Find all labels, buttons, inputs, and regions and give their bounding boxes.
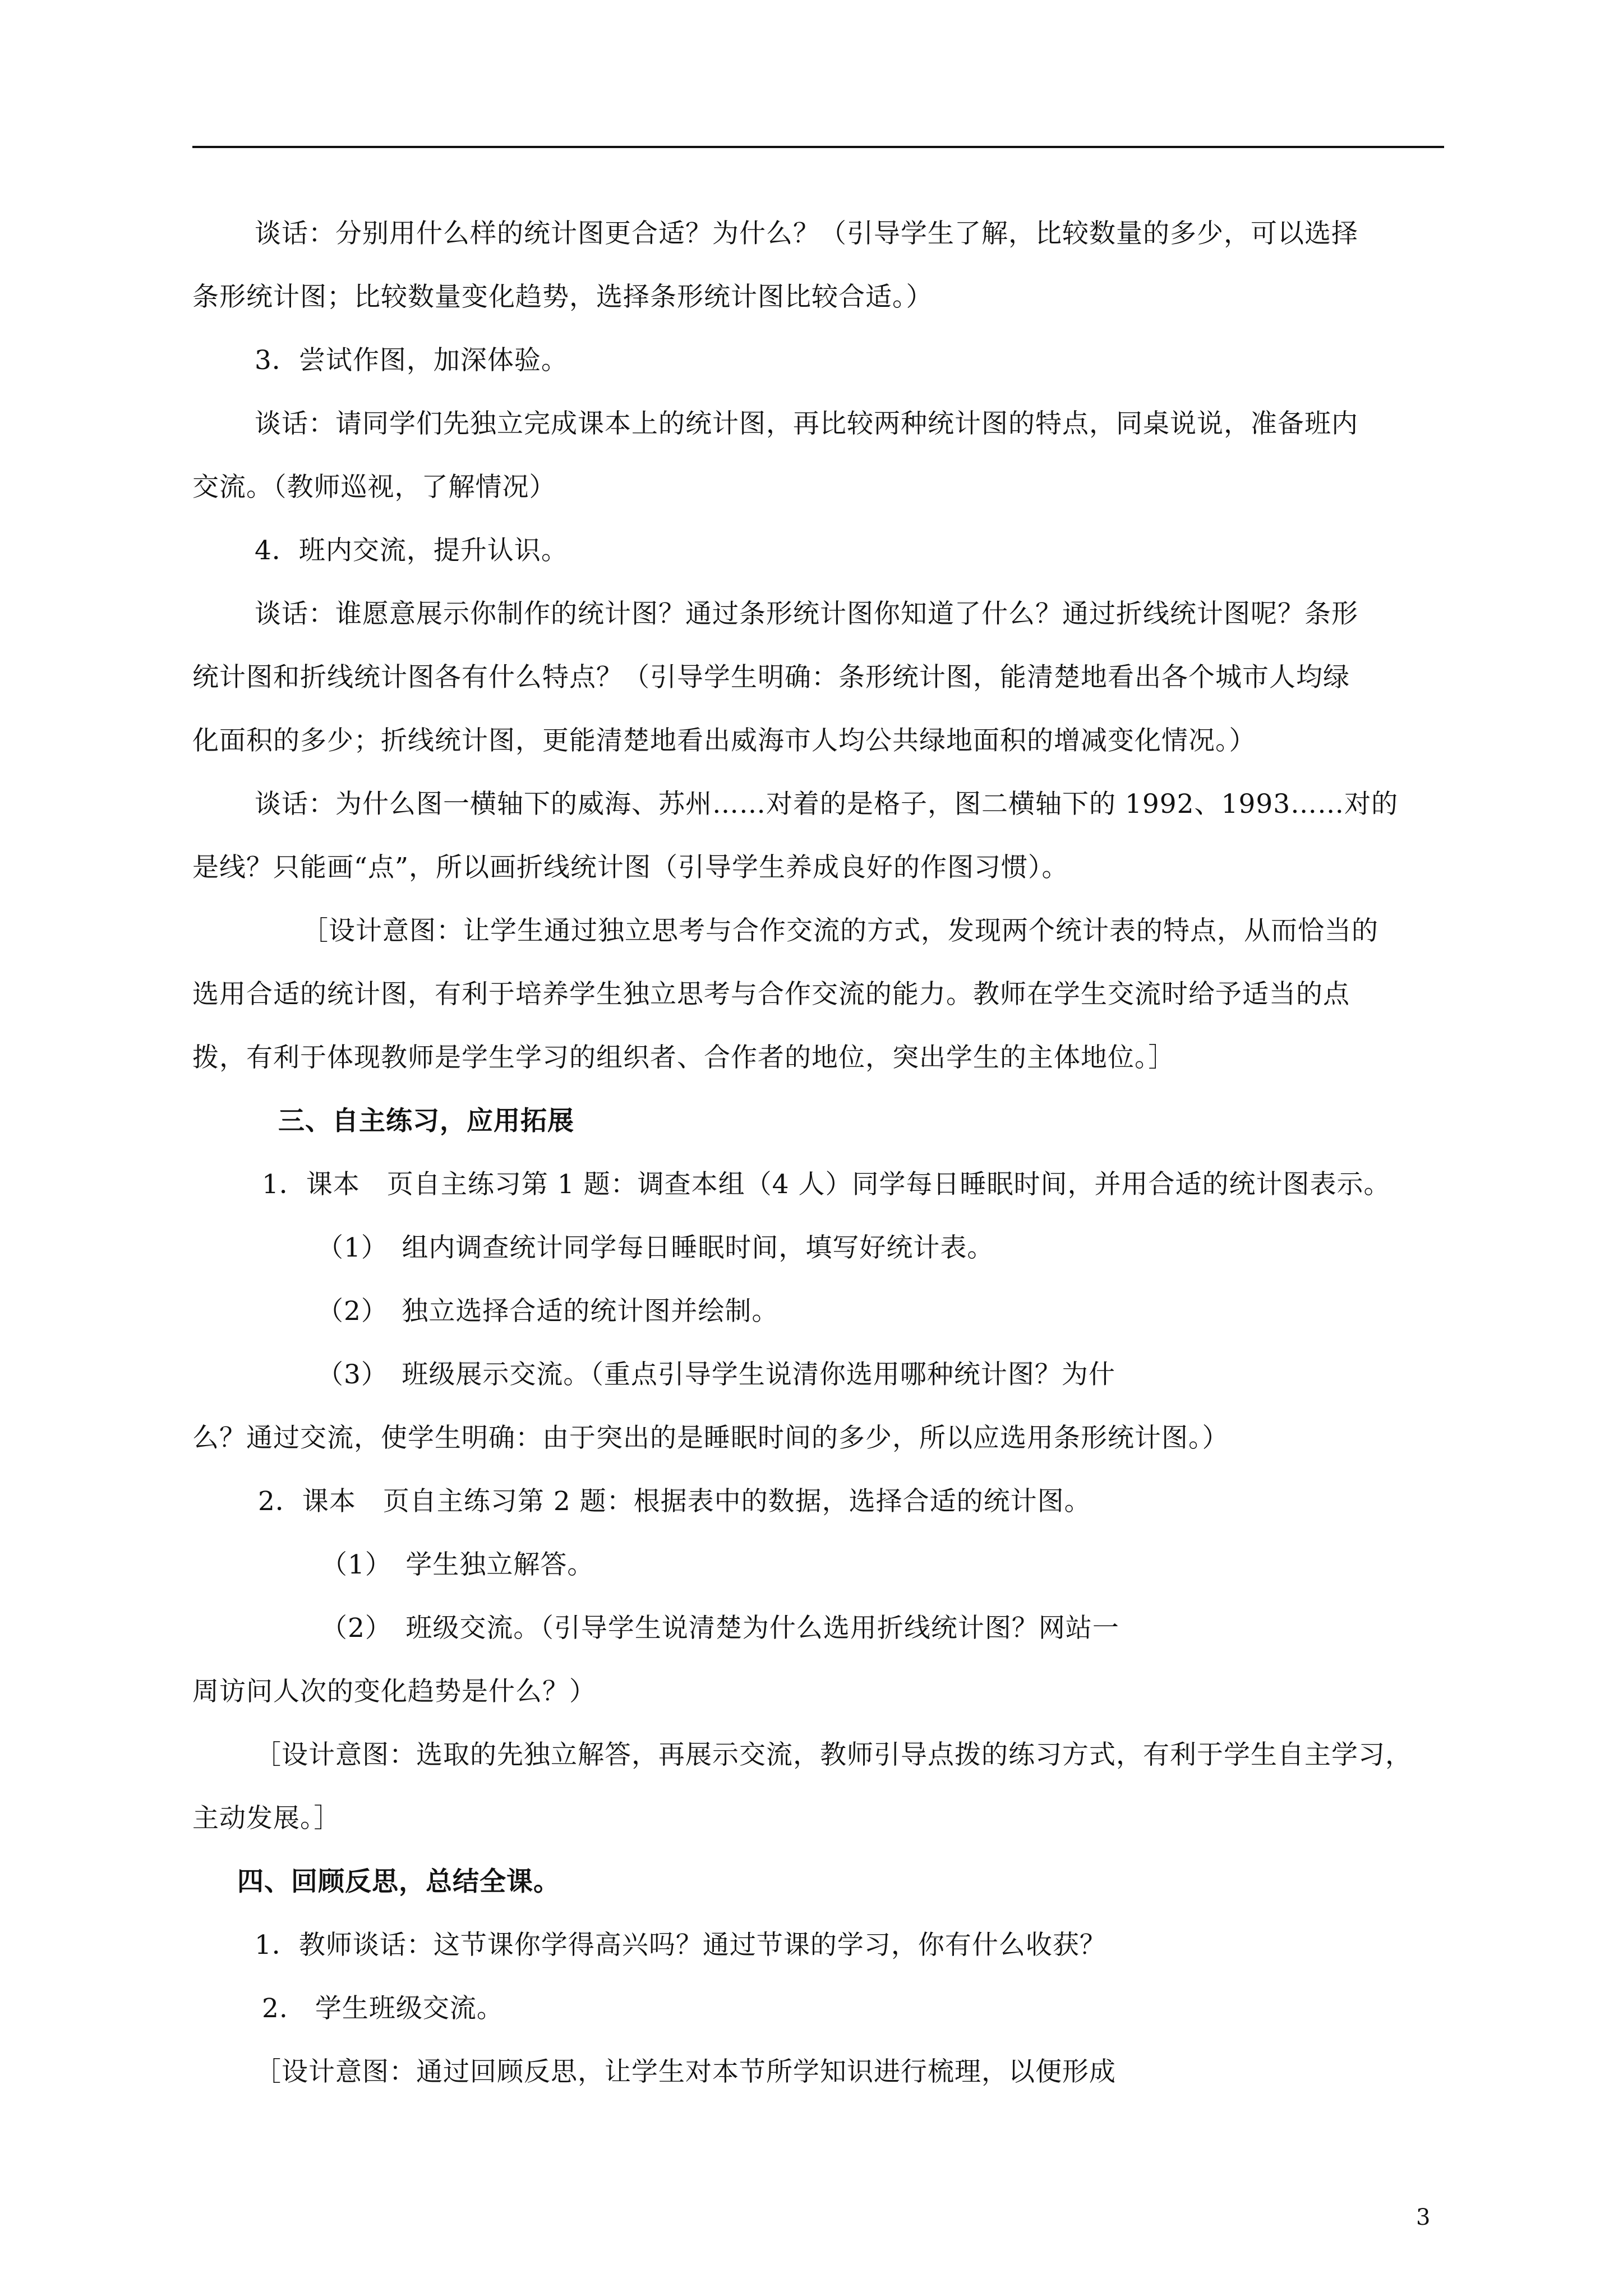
page-number: 3 bbox=[1416, 2205, 1431, 2230]
text-line: 1．课本 页自主练习第 1 题：调查本组（4 人）同学每日睡眠时间，并用合适的统计图表示。 bbox=[262, 1169, 1391, 1200]
text-line: 4．班内交流，提升认识。 bbox=[255, 535, 568, 566]
text-line: （1） 学生独立解答。 bbox=[321, 1549, 594, 1580]
text-line: （1） 组内调查统计同学每日睡眠时间，填写好统计表。 bbox=[317, 1232, 994, 1263]
text-line: 3．尝试作图，加深体验。 bbox=[255, 345, 568, 376]
text-line: 谈话：请同学们先独立完成课本上的统计图，再比较两种统计图的特点，同桌说说，准备班内 bbox=[255, 408, 1358, 439]
header-rule bbox=[192, 146, 1444, 148]
text-line: 2．课本 页自主练习第 2 题：根据表中的数据，选择合适的统计图。 bbox=[258, 1486, 1091, 1517]
text-line: 2. 学生班级交流。 bbox=[262, 1993, 504, 2024]
text-line: 化面积的多少；折线统计图，更能清楚地看出威海市人均公共绿地面积的增减变化情况。） bbox=[192, 725, 1256, 756]
text-line: （2） 班级交流。（引导学生说清楚为什么选用折线统计图？网站一 bbox=[321, 1613, 1119, 1644]
text-line: 1．教师谈话：这节课你学得高兴吗？通过节课的学习，你有什么收获？ bbox=[255, 1930, 1106, 1961]
section-heading: 三、自主练习，应用拓展 bbox=[278, 1106, 574, 1137]
text-line: （3） 班级展示交流。（重点引导学生说清你选用哪种统计图？为什 bbox=[317, 1359, 1115, 1390]
text-line: ［设计意图：选取的先独立解答，再展示交流，教师引导点拨的练习方式，有利于学生自主学习， bbox=[255, 1740, 1412, 1770]
text-line: 主动发展。］ bbox=[192, 1803, 341, 1834]
text-line: 是线？只能画“点”，所以画折线统计图（引导学生养成良好的作图习惯）。 bbox=[192, 852, 1069, 883]
text-line: 谈话：为什么图一横轴下的威海、苏州……对着的是格子，图二横轴下的 1992、1993……对的 bbox=[255, 789, 1399, 820]
section-heading: 四、回顾反思，总结全课。 bbox=[237, 1866, 560, 1897]
text-line: 拨，有利于体现教师是学生学习的组织者、合作者的地位，突出学生的主体地位。］ bbox=[192, 1042, 1175, 1073]
text-line: 统计图和折线统计图各有什么特点？（引导学生明确：条形统计图，能清楚地看出各个城市人均绿 bbox=[192, 662, 1350, 693]
text-line: ［设计意图：通过回顾反思，让学生对本节所学知识进行梳理，以便形成 bbox=[255, 2056, 1116, 2087]
text-line: 选用合适的统计图，有利于培养学生独立思考与合作交流的能力。教师在学生交流时给予适当的点 bbox=[192, 979, 1350, 1010]
text-line: ［设计意图：让学生通过独立思考与合作交流的方式，发现两个统计表的特点，从而恰当的 bbox=[302, 915, 1378, 946]
text-line: （2） 独立选择合适的统计图并绘制。 bbox=[317, 1296, 779, 1327]
text-line: 交流。（教师巡视，了解情况） bbox=[192, 472, 556, 503]
text-line: 谈话：谁愿意展示你制作的统计图？通过条形统计图你知道了什么？通过折线统计图呢？条形 bbox=[255, 599, 1358, 629]
text-line: 么？通过交流，使学生明确：由于突出的是睡眠时间的多少，所以应选用条形统计图。） bbox=[192, 1423, 1229, 1453]
text-line: 条形统计图；比较数量变化趋势，选择条形统计图比较合适。） bbox=[192, 282, 933, 312]
text-line: 谈话：分别用什么样的统计图更合适？为什么？（引导学生了解，比较数量的多少，可以选择 bbox=[255, 218, 1358, 249]
text-line: 周访问人次的变化趋势是什么？） bbox=[192, 1676, 596, 1707]
